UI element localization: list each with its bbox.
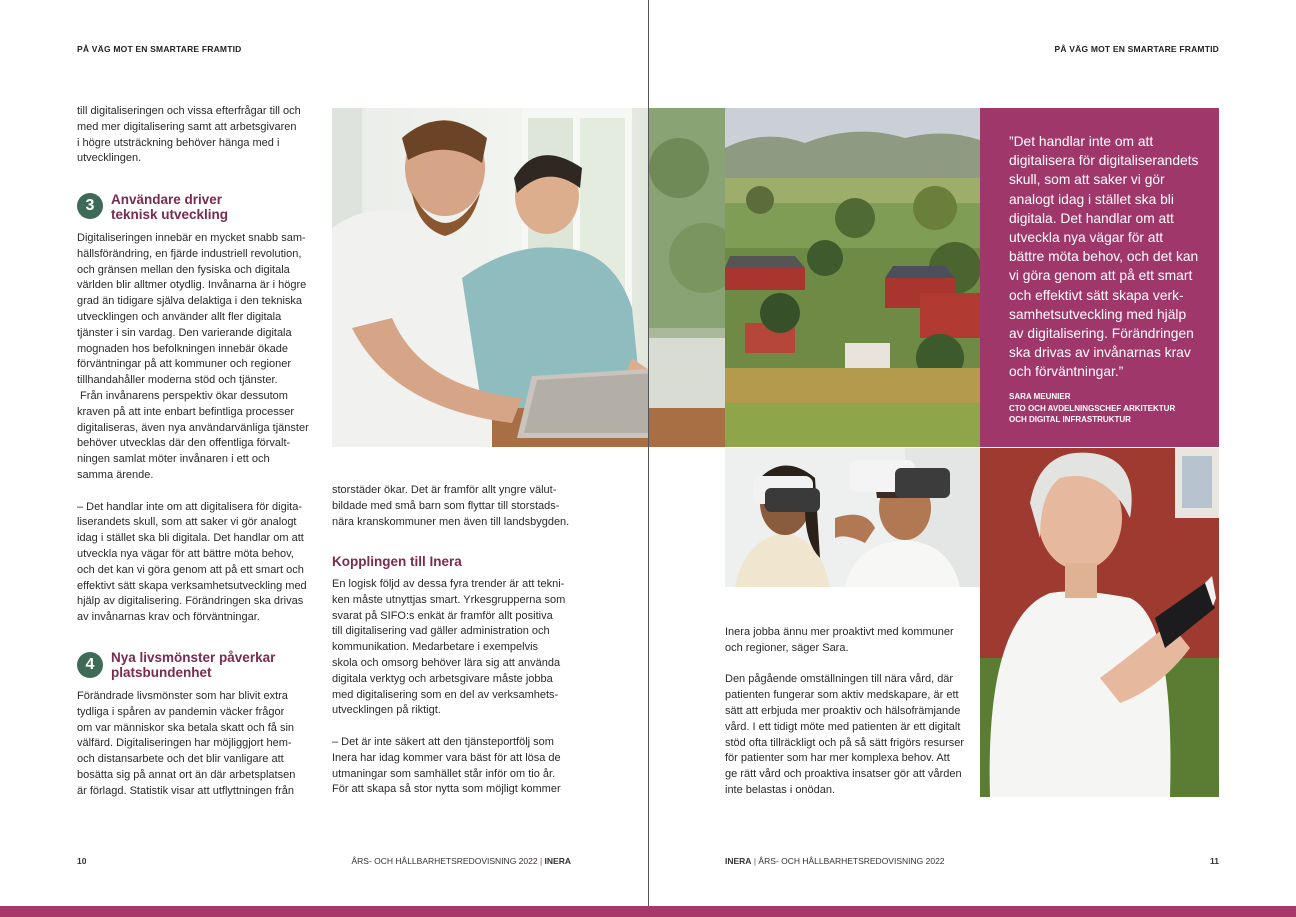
text-line: med digitalisering som en del av verksamhets- (332, 688, 559, 701)
text-line: och distansarbete och det blir vanligare att (77, 753, 284, 766)
footer-separator: | (539, 856, 543, 866)
pull-quote-text (1009, 132, 1205, 382)
footer-left (351, 856, 571, 866)
photo-kids-vr (725, 448, 980, 587)
quote-line: utveckla nya vägar för att (1009, 230, 1164, 246)
running-head-right: PÅ VÄG MOT EN SMARTARE FRAMTID (1054, 44, 1219, 54)
page-number-left: 10 (77, 856, 87, 866)
text-line: världen blir alltmer otydlig. Invånarna är i högre (77, 279, 307, 292)
quote-line: av digitalisering. Förändringen (1009, 326, 1194, 342)
text-line: Från invånarens perspektiv ökar dessutom (77, 389, 288, 402)
section-3-body (77, 231, 317, 626)
text-line: till digitaliseringen och vissa efterfrågar till och (77, 105, 301, 117)
text-line: i högre utsträckning behöver hänga med i (77, 136, 280, 149)
text-line: inte belastas i onödan. (725, 783, 836, 796)
footer-right (725, 856, 945, 866)
text-line: utvecklingen på riktigt. (332, 704, 441, 717)
text-line: hjälp av digitalisering. Förändringen ska drivas (77, 595, 304, 608)
text-line: för patienter som har mer komplexa behov. Att (725, 752, 950, 765)
section-3-title (111, 192, 311, 222)
right-page-body (725, 625, 975, 799)
text-line: Inera har idag kommer vara bäst för att lösa de (332, 751, 561, 764)
title-line: Användare driver (111, 192, 223, 207)
text-line: tillhandahåller moderna stöd och tjänster. (77, 374, 278, 387)
bottom-accent-bar (0, 906, 1296, 917)
quote-line: samhetsutveckling med hjälp (1009, 306, 1187, 322)
text-line: vård. I ett tidigt möte med patienten är ett digitalt (725, 720, 961, 733)
kopplingen-title: Kopplingen till Inera (332, 554, 462, 569)
intro-paragraph (77, 104, 317, 167)
text-line: förväntningar på att kommuner och regioner (77, 358, 292, 371)
photo-greenery-strip (649, 108, 725, 447)
running-head-left: PÅ VÄG MOT EN SMARTARE FRAMTID (77, 44, 242, 54)
quote-line: digitalisera för digitaliserandets (1009, 153, 1199, 169)
text-line: samma ärende. (77, 468, 154, 481)
footer-brand: INERA (544, 856, 571, 866)
kopplingen-body (332, 577, 592, 798)
text-line: skola och omsorg behöver lära sig att använda (332, 656, 561, 669)
text-line: är förlagd. Statistik visar att utflyttningen från (77, 784, 295, 797)
text-line: tydliga i spåren av pandemin väcker frågor (77, 705, 285, 718)
text-line: – Det är inte säkert att den tjänsteportfölj som (332, 735, 554, 748)
text-line: behöver utvecklas där den offentliga förvalt- (77, 437, 291, 450)
quote-line: och effektivt sätt skapa verk- (1009, 287, 1184, 303)
text-line: med mer digitalisering samt att arbetsgivaren (77, 120, 297, 133)
section-4-title (111, 650, 321, 680)
quote-author-title: OCH DIGITAL INFRASTRUKTUR (1009, 415, 1131, 424)
text-line: effektivt sätt skapa verksamhetsutveckling med (77, 579, 307, 592)
text-line: idag i stället ska bli digitala. Det handlar om att (77, 532, 304, 545)
text-line: storstäder ökar. Det är framför allt yngre välut- (332, 484, 557, 496)
text-line: digitala verktyg och arbetsgivare måste jobba (332, 672, 553, 685)
quote-line: och förväntningar.” (1009, 364, 1124, 380)
text-line: kommunikation. Medarbetare i exempelvis (332, 641, 539, 654)
text-line: utvecklingen och använder allt fler digitala (77, 310, 282, 323)
quote-author-title: CTO OCH AVDELNINGSCHEF ARKITEKTUR (1009, 403, 1176, 413)
text-line: Inera jobba ännu mer proaktivt med kommuner (725, 626, 954, 638)
text-line: till digitalisering vad gäller administration och (332, 625, 550, 638)
title-line: teknisk utveckling (111, 207, 229, 222)
text-line: ge rätt vård och proaktiva insatser gör att vården (725, 768, 962, 781)
title-line: platsbundenhet (111, 665, 212, 680)
text-line: Digitaliseringen innebär en mycket snabb sam- (77, 232, 306, 244)
text-line: sätt att erbjuda mer proaktiv och hälsofrämjande (725, 704, 961, 717)
text-line: välfärd. Digitaliseringen har möjliggjort hem- (77, 737, 292, 750)
section-number-badge-3: 3 (77, 193, 103, 219)
text-line: utvecklingen. (77, 152, 142, 165)
text-line: Den pågående omställningen till nära vård, där (725, 673, 954, 686)
quote-line: ska drivas av invånarnas krav (1009, 345, 1191, 361)
page-number-right: 11 (1210, 856, 1219, 866)
text-line: och det kan vi göra genom att på ett smart och (77, 563, 304, 576)
quote-author-name: SARA MEUNIER (1009, 392, 1071, 401)
quote-attribution (1009, 391, 1209, 426)
quote-line: ”Det handlar inte om att (1009, 134, 1154, 149)
text-line: och gränsen mellan den fysiska och digitala (77, 263, 290, 276)
quote-line: bättre möta behov, och det kan (1009, 249, 1199, 265)
text-line: hällsförändring, en fjärde industriell revolution, (77, 247, 302, 260)
text-line: tjänster i sin vardag. Den varierande digitala (77, 326, 292, 339)
text-line: ken måste utnyttjas smart. Yrkesgrupperna som (332, 593, 566, 606)
text-line: ningen samlat möter invånaren i ett och (77, 453, 270, 466)
text-line: kraven på att inte enbart befintliga processer (77, 405, 295, 418)
text-line: utveckla nya vägar för att bättre möta behov, (77, 547, 294, 560)
text-line: svarat på SIFO:s enkät är framför allt positiva (332, 609, 553, 622)
text-line: stöd ofta tillräckligt och på så sätt frigörs resurser (725, 736, 965, 749)
footer-brand: INERA (725, 856, 752, 866)
text-line: bosätta sig på annat ort än där arbetsplatsen (77, 768, 296, 781)
text-line: mognaden hos befolkningen innebär ökade (77, 342, 288, 355)
text-line: nära kranskommuner men även till landsbygden. (332, 515, 570, 528)
quote-line: vi göra genom att på ett smart (1009, 268, 1193, 284)
text-line: bildade med små barn som flyttar till storstads- (332, 499, 560, 512)
text-line: av invånarnas krav och förväntningar. (77, 611, 260, 624)
text-line: utmaningar som samhället står inför om tio år. (332, 767, 556, 780)
section-number-badge-4: 4 (77, 652, 103, 678)
quote-line: digitala. Det handlar om att (1009, 210, 1174, 226)
text-line: digitaliseras, även nya användarvänliga tjänster (77, 421, 309, 434)
section-4-body (77, 689, 317, 800)
photo-elderly-woman-phone (980, 448, 1219, 797)
pull-quote-box (980, 108, 1219, 447)
footer-separator: | (753, 856, 757, 866)
text-line: För att skapa så stor nytta som möjligt kommer (332, 783, 561, 796)
footer-publication: ÅRS- OCH HÅLLBARHETSREDOVISNING 2022 (351, 856, 538, 866)
quote-line: analogt idag i stället ska bli (1009, 191, 1174, 207)
text-line: – Det handlar inte om att digitalisera för digita- (77, 500, 303, 513)
title-line: Nya livsmönster påverkar (111, 650, 276, 665)
text-line: patienten fungerar som aktiv medskapare, är ett (725, 689, 959, 702)
text-line: och regioner, säger Sara. (725, 641, 849, 654)
photo-rural-landscape (725, 108, 980, 447)
text-line: liserandets skull, som att saker vi gör analogt (77, 516, 297, 529)
text-line: om var människor ska betala skatt och få sin (77, 721, 295, 734)
footer-publication: ÅRS- OCH HÅLLBARHETSREDOVISNING 2022 (758, 856, 945, 866)
text-line: grad än tidigare själva delaktiga i den tekniska (77, 295, 303, 308)
column-2-continued (332, 483, 592, 530)
quote-line: skull, som att saker vi gör (1009, 172, 1165, 188)
text-line: En logisk följd av dessa fyra trender är att tekni- (332, 578, 565, 590)
text-line: Förändrade livsmönster som har blivit extra (77, 690, 288, 702)
